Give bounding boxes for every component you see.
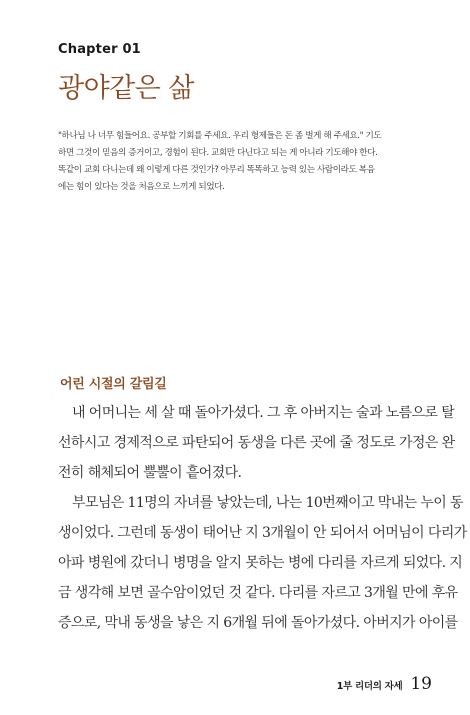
body-line: 부모님은 11명의 자녀를 낳았는데, 나는 10번째이고 막내는 누이 동 [72, 495, 463, 511]
body-line: 전히 해체되어 뿔뿔이 흩어졌다. [58, 465, 242, 481]
body-line: 금 생각해 보면 골수암이었던 것 같다. 다리를 자르고 3개월 만에 후유 [58, 585, 458, 601]
section-heading: 어린 시절의 갈림길 [60, 377, 167, 392]
epigraph-line: "하나님 나 너무 힘들어요. 공부할 기회를 주세요. 우리 형제들은 돈 좀 벌게 해 주세요." 기도 [58, 131, 382, 141]
body-line: 내 어머니는 세 살 때 돌아가셨다. 그 후 아버지는 술과 노름으로 탈 [72, 405, 455, 421]
body-line: 선하시고 경제적으로 파탄되어 동생을 다른 곳에 줄 정도로 가정은 완 [58, 435, 455, 451]
chapter-title: 광야같은 삶 [58, 73, 194, 104]
page-footer [337, 674, 432, 694]
chapter-label: Chapter 01 [58, 42, 141, 57]
body-text [58, 398, 467, 638]
epigraph [58, 128, 428, 196]
body-line: 생이었다. 그런데 동생이 태어난 지 3개월이 안 되어서 어머님이 다리가 [58, 525, 467, 541]
epigraph-line: 똑같이 교회 다니는데 왜 이렇게 다른 것인가? 아무리 똑똑하고 능력 있는 사람이라도 복음 [58, 165, 375, 175]
body-line: 아파 병원에 갔더니 병명을 알지 못하는 병에 다리를 자르게 되었다. 지 [58, 555, 463, 571]
footer-part-title: 1부 리더의 자세 [336, 681, 403, 692]
body-line: 증으로, 막내 동생을 낳은 지 6개월 뒤에 돌아가셨다. 아버지가 아이를 [58, 615, 458, 631]
page-number: 19 [410, 674, 432, 694]
epigraph-line: 하면 그것이 믿음의 증거이고, 경험이 된다. 교회만 다닌다고 되는 게 아니라 기도해야 한다. [58, 148, 378, 158]
epigraph-line: 에는 힘이 있다는 것을 처음으로 느끼게 되었다. [58, 182, 225, 192]
